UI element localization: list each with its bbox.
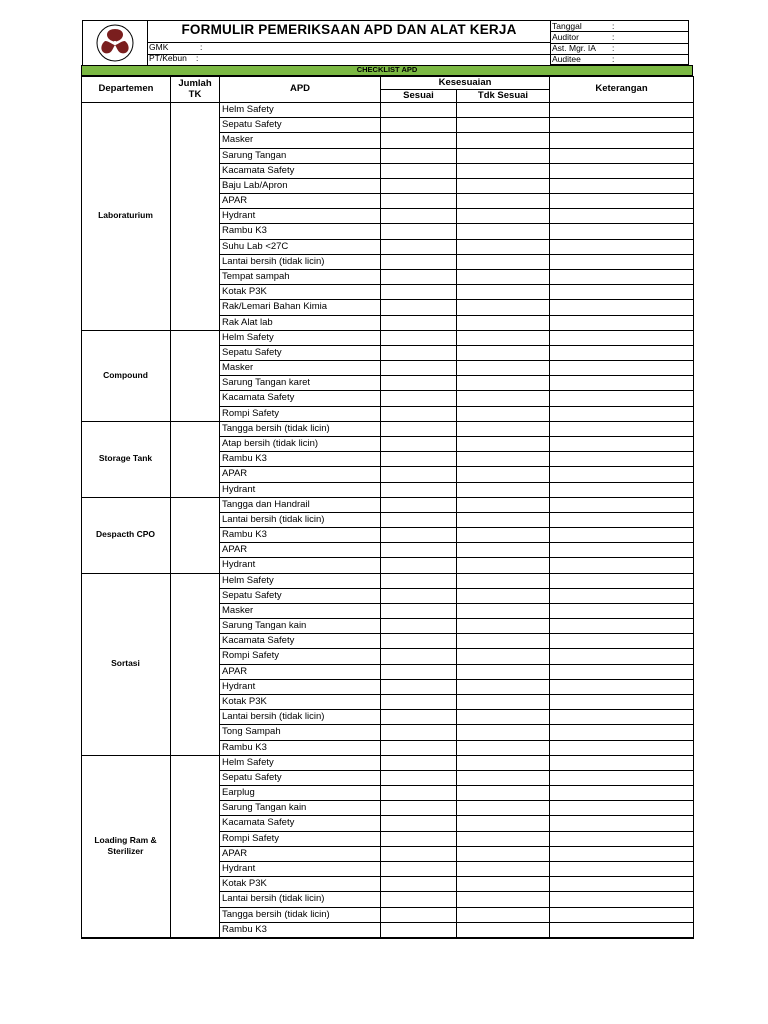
tdk-sesuai-cell[interactable] (457, 149, 549, 163)
keterangan-cell[interactable] (550, 756, 693, 770)
sesuai-cell[interactable] (381, 710, 456, 724)
tdk-sesuai-cell[interactable] (457, 892, 549, 906)
keterangan-cell[interactable] (550, 816, 693, 830)
sesuai-cell[interactable] (381, 164, 456, 178)
sesuai-cell[interactable] (381, 391, 456, 405)
tdk-sesuai-cell[interactable] (457, 194, 549, 208)
tdk-sesuai-cell[interactable] (457, 619, 549, 633)
jumlah-tk-cell[interactable] (171, 498, 219, 573)
apd-item: APAR (222, 544, 248, 556)
department-name: Despacth CPO (95, 529, 156, 540)
keterangan-cell[interactable] (550, 209, 693, 223)
sesuai-cell[interactable] (381, 543, 456, 557)
keterangan-cell[interactable] (550, 346, 693, 360)
tdk-sesuai-cell[interactable] (457, 574, 549, 588)
tdk-sesuai-cell[interactable] (457, 771, 549, 785)
keterangan-cell[interactable] (550, 103, 693, 117)
apd-item: Baju Lab/Apron (222, 179, 288, 191)
sesuai-cell[interactable] (381, 756, 456, 770)
sesuai-cell[interactable] (381, 103, 456, 117)
tdk-sesuai-cell[interactable] (457, 649, 549, 663)
tdk-sesuai-cell[interactable] (457, 513, 549, 527)
apd-item: APAR (222, 665, 248, 677)
header-tk: TK (188, 89, 202, 100)
keterangan-cell[interactable] (550, 179, 693, 193)
sesuai-cell[interactable] (381, 224, 456, 238)
sesuai-cell[interactable] (381, 528, 456, 542)
apd-item: Rompi Safety (222, 407, 280, 419)
header-apd: APD (289, 83, 311, 94)
apd-item: Sarung Tangan (222, 149, 287, 161)
sesuai-cell[interactable] (381, 118, 456, 132)
keterangan-cell[interactable] (550, 558, 693, 572)
tdk-sesuai-cell[interactable] (457, 589, 549, 603)
sesuai-cell[interactable] (381, 665, 456, 679)
jumlah-tk-cell[interactable] (171, 574, 219, 755)
apd-item: Lantai bersih (tidak licin) (222, 893, 325, 905)
sesuai-cell[interactable] (381, 741, 456, 755)
tdk-sesuai-cell[interactable] (457, 816, 549, 830)
keterangan-cell[interactable] (550, 862, 693, 876)
keterangan-cell[interactable] (550, 892, 693, 906)
keterangan-cell[interactable] (550, 847, 693, 861)
apd-item: Masker (222, 604, 254, 616)
keterangan-cell[interactable] (550, 194, 693, 208)
department-name: Storage Tank (98, 453, 153, 464)
apd-item: Helm Safety (222, 574, 274, 586)
apd-item: Sarung Tangan kain (222, 802, 307, 814)
apd-item: Kacamata Safety (222, 392, 295, 404)
apd-item: Hydrant (222, 863, 256, 874)
tdk-sesuai-cell[interactable] (457, 103, 549, 117)
keterangan-cell[interactable] (550, 801, 693, 815)
sesuai-cell[interactable] (381, 316, 456, 330)
header-sesuai: Sesuai (403, 90, 434, 101)
tdk-sesuai-cell[interactable] (457, 543, 549, 557)
sesuai-cell[interactable] (381, 179, 456, 193)
checklist-banner-label: CHECKLIST APD (356, 65, 418, 74)
keterangan-cell[interactable] (550, 725, 693, 739)
apd-item: Kacamata Safety (222, 164, 295, 176)
apd-item: Sarung Tangan kain (222, 620, 307, 632)
tdk-sesuai-cell[interactable] (457, 877, 549, 891)
sesuai-cell[interactable] (381, 437, 456, 451)
header-jumlah: Jumlah (178, 78, 212, 89)
tdk-sesuai-cell[interactable] (457, 422, 549, 436)
tdk-sesuai-cell[interactable] (457, 285, 549, 299)
sesuai-cell[interactable] (381, 376, 456, 390)
sesuai-cell[interactable] (381, 240, 456, 254)
keterangan-cell[interactable] (550, 665, 693, 679)
keterangan-cell[interactable] (550, 923, 693, 937)
apd-item: Lantai bersih (tidak licin) (222, 513, 325, 525)
sesuai-cell[interactable] (381, 513, 456, 527)
keterangan-cell[interactable] (550, 498, 693, 512)
sesuai-cell[interactable] (381, 467, 456, 481)
keterangan-cell[interactable] (550, 543, 693, 557)
tdk-sesuai-cell[interactable] (457, 391, 549, 405)
tdk-sesuai-cell[interactable] (457, 467, 549, 481)
tdk-sesuai-cell[interactable] (457, 558, 549, 572)
keterangan-cell[interactable] (550, 483, 693, 497)
keterangan-cell[interactable] (550, 118, 693, 132)
tdk-sesuai-cell[interactable] (457, 483, 549, 497)
apd-item: Helm Safety (222, 331, 274, 343)
tdk-sesuai-cell[interactable] (457, 741, 549, 755)
tdk-sesuai-cell[interactable] (457, 452, 549, 466)
apd-item: Tempat sampah (222, 270, 290, 282)
apd-item: Sepatu Safety (222, 119, 282, 131)
apd-item: Kacamata Safety (222, 817, 295, 829)
jumlah-tk-cell[interactable] (171, 756, 219, 937)
header-kesesuaian: Kesesuaian (438, 77, 492, 88)
tdk-sesuai-cell[interactable] (457, 255, 549, 269)
apd-item: APAR (222, 195, 248, 207)
sesuai-cell[interactable] (381, 649, 456, 663)
jumlah-tk-cell[interactable] (171, 331, 219, 421)
apd-item: Lantai bersih (tidak licin) (222, 711, 325, 723)
sesuai-cell[interactable] (381, 558, 456, 572)
keterangan-cell[interactable] (550, 452, 693, 466)
apd-item: Masker (222, 362, 254, 374)
keterangan-cell[interactable] (550, 407, 693, 421)
jumlah-tk-cell[interactable] (171, 422, 219, 497)
gmk-label: GMK (149, 42, 169, 52)
keterangan-cell[interactable] (550, 574, 693, 588)
keterangan-cell[interactable] (550, 877, 693, 891)
apd-item: Lantai bersih (tidak licin) (222, 255, 325, 267)
apd-item: APAR (222, 847, 248, 859)
keterangan-cell[interactable] (550, 376, 693, 390)
company-logo-icon (83, 21, 147, 65)
tdk-sesuai-cell[interactable] (457, 331, 549, 345)
keterangan-cell[interactable] (550, 391, 693, 405)
tanggal-label: Tanggal (552, 21, 582, 31)
apd-item: Tangga bersih (tidak licin) (222, 422, 330, 434)
sesuai-cell[interactable] (381, 483, 456, 497)
form-title: FORMULIR PEMERIKSAAN APD DAN ALAT KERJA (181, 22, 517, 37)
sesuai-cell[interactable] (381, 680, 456, 694)
jumlah-tk-cell[interactable] (171, 103, 219, 330)
tdk-sesuai-cell[interactable] (457, 498, 549, 512)
apd-item: Hydrant (222, 483, 256, 495)
apd-item: Sepatu Safety (222, 589, 282, 601)
sesuai-cell[interactable] (381, 786, 456, 800)
keterangan-cell[interactable] (550, 513, 693, 527)
tdk-sesuai-cell[interactable] (457, 634, 549, 648)
keterangan-cell[interactable] (550, 908, 693, 922)
tdk-sesuai-cell[interactable] (457, 923, 549, 937)
sesuai-cell[interactable] (381, 832, 456, 846)
auditee-sep: : (612, 54, 615, 64)
keterangan-cell[interactable] (550, 832, 693, 846)
sesuai-cell[interactable] (381, 194, 456, 208)
keterangan-cell[interactable] (550, 589, 693, 603)
keterangan-cell[interactable] (550, 437, 693, 451)
sesuai-cell[interactable] (381, 619, 456, 633)
sesuai-cell[interactable] (381, 285, 456, 299)
tdk-sesuai-cell[interactable] (457, 164, 549, 178)
auditee-label: Auditee (552, 54, 581, 64)
tdk-sesuai-cell[interactable] (457, 270, 549, 284)
pt-kebun-sep: : (196, 53, 199, 63)
sesuai-cell[interactable] (381, 604, 456, 618)
keterangan-cell[interactable] (550, 604, 693, 618)
apd-item: Rambu K3 (222, 453, 267, 465)
apd-item: Helm Safety (222, 756, 274, 768)
tdk-sesuai-cell[interactable] (457, 710, 549, 724)
sesuai-cell[interactable] (381, 270, 456, 284)
tdk-sesuai-cell[interactable] (457, 786, 549, 800)
sesuai-cell[interactable] (381, 361, 456, 375)
keterangan-cell[interactable] (550, 224, 693, 238)
sesuai-cell[interactable] (381, 634, 456, 648)
sesuai-cell[interactable] (381, 133, 456, 147)
sesuai-cell[interactable] (381, 847, 456, 861)
tdk-sesuai-cell[interactable] (457, 847, 549, 861)
keterangan-cell[interactable] (550, 741, 693, 755)
tdk-sesuai-cell[interactable] (457, 179, 549, 193)
ast-mgr-label: Ast. Mgr. IA (552, 43, 596, 53)
sesuai-cell[interactable] (381, 422, 456, 436)
apd-item: Earplug (222, 787, 255, 799)
sesuai-cell[interactable] (381, 331, 456, 345)
auditor-sep: : (612, 32, 615, 42)
gmk-sep: : (200, 42, 203, 52)
tdk-sesuai-cell[interactable] (457, 407, 549, 421)
keterangan-cell[interactable] (550, 634, 693, 648)
sesuai-cell[interactable] (381, 407, 456, 421)
keterangan-cell[interactable] (550, 680, 693, 694)
apd-item: Kacamata Safety (222, 635, 295, 647)
apd-item: Rak/Lemari Bahan Kimia (222, 301, 328, 313)
apd-item: Tangga bersih (tidak licin) (222, 908, 330, 920)
sesuai-cell[interactable] (381, 801, 456, 815)
keterangan-cell[interactable] (550, 149, 693, 163)
apd-item: Suhu Lab <27C (222, 240, 289, 252)
keterangan-cell[interactable] (550, 422, 693, 436)
tdk-sesuai-cell[interactable] (457, 680, 549, 694)
keterangan-cell[interactable] (550, 649, 693, 663)
sesuai-cell[interactable] (381, 771, 456, 785)
apd-item: Helm Safety (222, 104, 274, 115)
tdk-sesuai-cell[interactable] (457, 862, 549, 876)
tdk-sesuai-cell[interactable] (457, 832, 549, 846)
sesuai-cell[interactable] (381, 300, 456, 314)
pt-kebun-label: PT/Kebun (149, 53, 187, 63)
apd-item: APAR (222, 468, 248, 480)
keterangan-cell[interactable] (550, 240, 693, 254)
tdk-sesuai-cell[interactable] (457, 346, 549, 360)
apd-item: Hydrant (222, 680, 256, 692)
tanggal-sep: : (612, 21, 615, 31)
sesuai-cell[interactable] (381, 877, 456, 891)
sesuai-cell[interactable] (381, 892, 456, 906)
tdk-sesuai-cell[interactable] (457, 725, 549, 739)
apd-item: Rompi Safety (222, 650, 280, 662)
apd-item: Kotak P3K (222, 696, 267, 708)
keterangan-cell[interactable] (550, 695, 693, 709)
tdk-sesuai-cell[interactable] (457, 695, 549, 709)
sesuai-cell[interactable] (381, 574, 456, 588)
keterangan-cell[interactable] (550, 528, 693, 542)
department-name: Compound (103, 369, 148, 380)
keterangan-cell[interactable] (550, 316, 693, 330)
apd-item: Sepatu Safety (222, 346, 282, 358)
keterangan-cell[interactable] (550, 710, 693, 724)
keterangan-cell[interactable] (550, 361, 693, 375)
tdk-sesuai-cell[interactable] (457, 756, 549, 770)
tdk-sesuai-cell[interactable] (457, 801, 549, 815)
keterangan-cell[interactable] (550, 270, 693, 284)
apd-item: Tong Sampah (222, 726, 281, 738)
apd-item: Rambu K3 (222, 923, 267, 935)
tdk-sesuai-cell[interactable] (457, 437, 549, 451)
sesuai-cell[interactable] (381, 209, 456, 223)
tdk-sesuai-cell[interactable] (457, 604, 549, 618)
keterangan-cell[interactable] (550, 786, 693, 800)
keterangan-cell[interactable] (550, 619, 693, 633)
ast-mgr-sep: : (612, 43, 615, 53)
apd-item: Tangga dan Handrail (222, 498, 310, 510)
apd-item: Hydrant (222, 559, 256, 571)
keterangan-cell[interactable] (550, 331, 693, 345)
apd-item: Rak Alat lab (222, 316, 273, 328)
sesuai-cell[interactable] (381, 149, 456, 163)
apd-item: Sepatu Safety (222, 771, 282, 783)
tdk-sesuai-cell[interactable] (457, 376, 549, 390)
department-name: Sortasi (111, 658, 140, 669)
sesuai-cell[interactable] (381, 255, 456, 269)
tdk-sesuai-cell[interactable] (457, 133, 549, 147)
sesuai-cell[interactable] (381, 725, 456, 739)
tdk-sesuai-cell[interactable] (457, 316, 549, 330)
keterangan-cell[interactable] (550, 467, 693, 481)
sesuai-cell[interactable] (381, 695, 456, 709)
apd-item: Masker (222, 134, 254, 146)
tdk-sesuai-cell[interactable] (457, 361, 549, 375)
apd-item: Kotak P3K (222, 286, 267, 298)
apd-item: Kotak P3K (222, 878, 267, 890)
tdk-sesuai-cell[interactable] (457, 209, 549, 223)
sesuai-cell[interactable] (381, 816, 456, 830)
keterangan-cell[interactable] (550, 133, 693, 147)
apd-item: Sarung Tangan karet (222, 377, 311, 389)
apd-item: Atap bersih (tidak licin) (222, 437, 319, 449)
department-name: Loading Ram & Sterilizer (94, 834, 157, 856)
tdk-sesuai-cell[interactable] (457, 528, 549, 542)
apd-item: Rambu K3 (222, 741, 267, 753)
auditor-label: Auditor (552, 32, 579, 42)
apd-item: Rambu K3 (222, 225, 267, 237)
sesuai-cell[interactable] (381, 923, 456, 937)
tdk-sesuai-cell[interactable] (457, 665, 549, 679)
sesuai-cell[interactable] (381, 908, 456, 922)
tdk-sesuai-cell[interactable] (457, 118, 549, 132)
department-name: Laboraturium (98, 210, 153, 221)
header-keterangan: Keterangan (595, 83, 648, 94)
sesuai-cell[interactable] (381, 498, 456, 512)
apd-item: Rambu K3 (222, 529, 267, 541)
header-tdk-sesuai: Tdk Sesuai (477, 90, 529, 101)
header-departemen: Departemen (98, 83, 154, 94)
keterangan-cell[interactable] (550, 300, 693, 314)
sesuai-cell[interactable] (381, 346, 456, 360)
tdk-sesuai-cell[interactable] (457, 224, 549, 238)
keterangan-cell[interactable] (550, 285, 693, 299)
sesuai-cell[interactable] (381, 862, 456, 876)
apd-item: Hydrant (222, 210, 256, 222)
tdk-sesuai-cell[interactable] (457, 240, 549, 254)
apd-item: Rompi Safety (222, 832, 280, 844)
tdk-sesuai-cell[interactable] (457, 908, 549, 922)
keterangan-cell[interactable] (550, 164, 693, 178)
keterangan-cell[interactable] (550, 771, 693, 785)
keterangan-cell[interactable] (550, 255, 693, 269)
logo-box (82, 20, 148, 66)
tdk-sesuai-cell[interactable] (457, 300, 549, 314)
sesuai-cell[interactable] (381, 589, 456, 603)
sesuai-cell[interactable] (381, 452, 456, 466)
